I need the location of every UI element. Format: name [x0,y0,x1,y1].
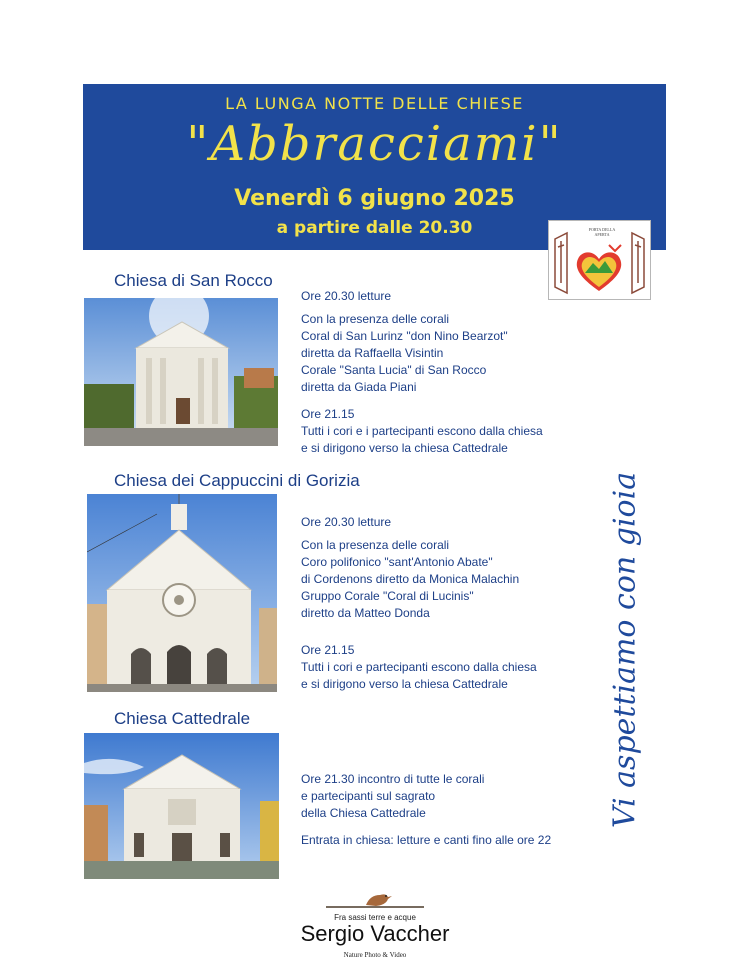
info-line: Ore 21.15 [301,407,355,421]
photo-san-rocco [84,298,278,446]
info-line: di Cordenons diretto da Monica Malachin [301,572,520,586]
info-san-rocco [301,288,543,457]
church-title-cappuccini: Chiesa dei Cappuccini di Gorizia [114,471,360,490]
church-title-cattedrale: Chiesa Cattedrale [114,709,251,728]
banner-date: Venerdì 6 giugno 2025 [234,186,515,211]
church-title-san-rocco: Chiesa di San Rocco [114,271,273,290]
logo-text: PORTA DELLA APERTA [588,227,616,237]
footer-name: Sergio Vaccher [300,921,450,946]
info-line: della Chiesa Cattedrale [301,806,426,820]
side-text: Vi aspettiamo con gioia [607,471,643,829]
info-line: e partecipanti sul sagrato [301,789,436,803]
info-cattedrale [301,771,551,849]
info-line: Entrata in chiesa: letture e canti fino alle ore 22 [301,833,552,847]
photo-cattedrale [84,733,279,879]
banner-time: a partire dalle 20.30 [276,218,473,238]
info-line: Coro polifonico "sant'Antonio Abate" [301,555,493,569]
info-line: Con la presenza delle corali [301,538,450,552]
info-line: e si dirigono verso la chiesa Cattedrale [301,677,508,691]
info-line: Ore 21.30 incontro di tutte le corali [301,772,485,786]
info-line: Corale "Santa Lucia" di San Rocco [301,363,487,377]
banner-overline: LA LUNGA NOTTE DELLE CHIESE [225,94,524,113]
info-line: diretto da Matteo Donda [301,606,430,620]
photo-cappuccini [87,494,277,692]
info-line: Coral di San Lurinz "don Nino Bearzot" [301,329,508,343]
info-cappuccini [301,514,537,693]
bird-icon [326,887,424,913]
footer-tagline: Fra sassi terre e acque [334,913,416,922]
banner-title: "Abbracciami" [186,116,563,172]
info-line: diretta da Raffaella Visintin [301,346,444,360]
footer-subtitle: Nature Photo & Video [343,951,407,959]
side-text-wrapper [585,430,665,870]
info-line: Ore 20.30 letture [301,515,392,529]
info-line: diretta da Giada Piani [301,380,417,394]
info-line: Ore 20.30 letture [301,289,392,303]
info-line: Gruppo Corale "Coral di Lucinis" [301,589,474,603]
info-line: e si dirigono verso la chiesa Cattedrale [301,441,508,455]
info-line: Con la presenza delle corali [301,312,450,326]
info-line: Tutti i cori e i partecipanti escono dalla chiesa [301,424,543,438]
info-line: Tutti i cori e partecipanti escono dalla chiesa [301,660,537,674]
info-line: Ore 21.15 [301,643,355,657]
porta-aperta-logo [548,220,651,300]
